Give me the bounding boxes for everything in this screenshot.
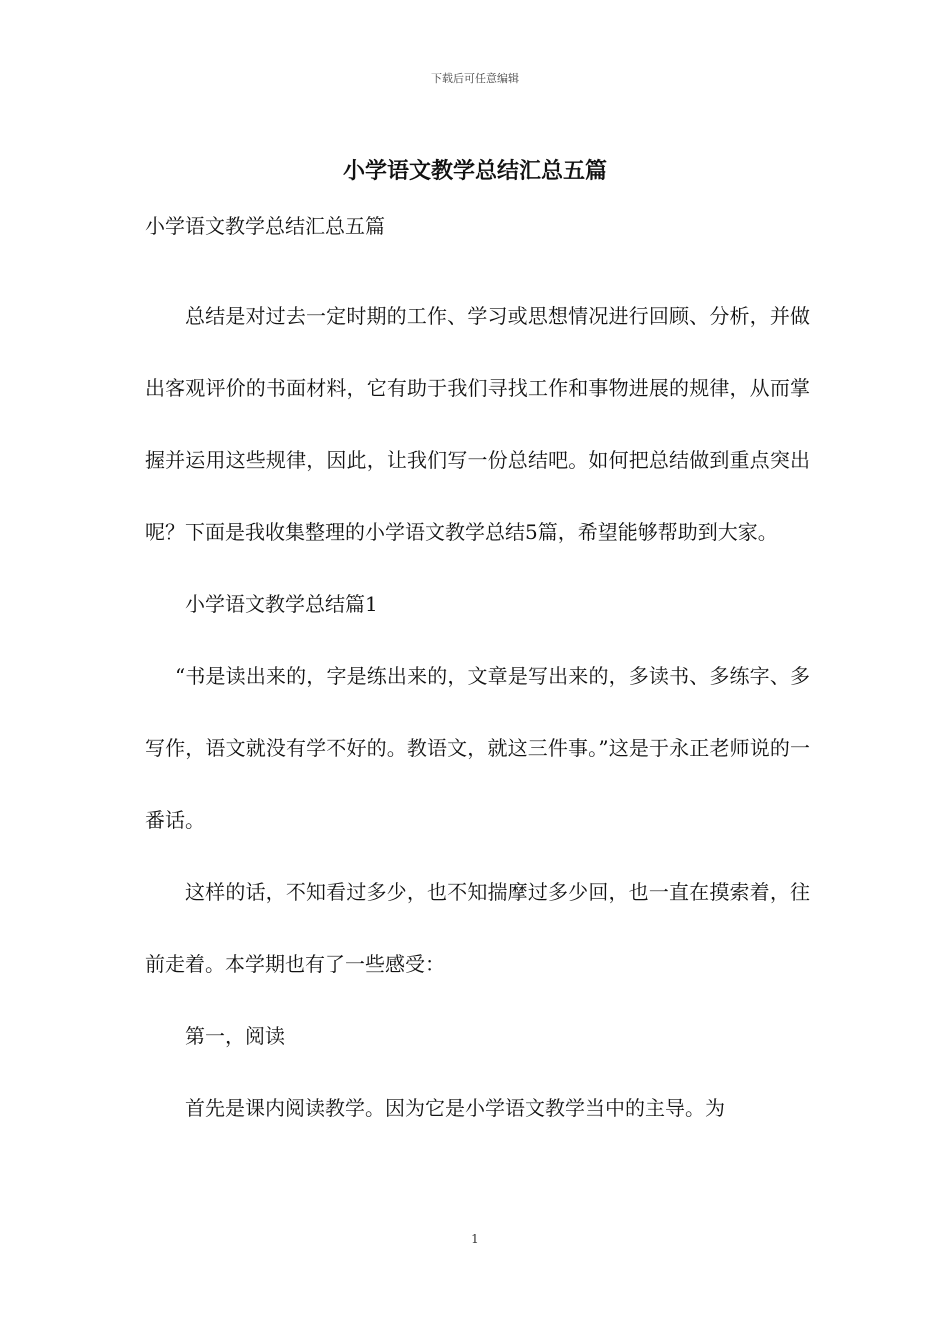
page-number: 1 <box>471 1232 479 1246</box>
header-note: 下载后可任意编辑 <box>431 72 519 85</box>
document-title: 小学语文教学总结汇总五篇 <box>342 158 607 184</box>
quote-paragraph: “书是读出来的，字是练出来的，文章是写出来的，多读书、多练字、多写作，语文就没有学不好的。教语文，就这三件事。”这是于永正老师说的一番话。 <box>145 664 810 832</box>
section-heading: 小学语文教学总结篇1 <box>185 592 378 616</box>
document-subtitle: 小学语文教学总结汇总五篇 <box>145 214 385 238</box>
intro-paragraph: 总结是对过去一定时期的工作、学习或思想情况进行回顾、分析，并做出客观评价的书面材料，它有助于我们寻找工作和事物进展的规律，从而掌握并运用这些规律，因此，让我们写一份总结吧。如何把总结做到重点突出呢？下面是我收集整理的小学语文教学总结5篇，希望能够帮助到大家。 <box>145 304 810 544</box>
reading-paragraph: 首先是课内阅读教学。因为它是小学语文教学当中的主导。为 <box>185 1096 725 1120</box>
document-body <box>145 208 810 1144</box>
point-heading: 第一，阅读 <box>185 1024 285 1048</box>
reflection-paragraph: 这样的话，不知看过多少，也不知揣摩过多少回，也一直在摸索着，往前走着。本学期也有了一些感受： <box>145 880 810 976</box>
